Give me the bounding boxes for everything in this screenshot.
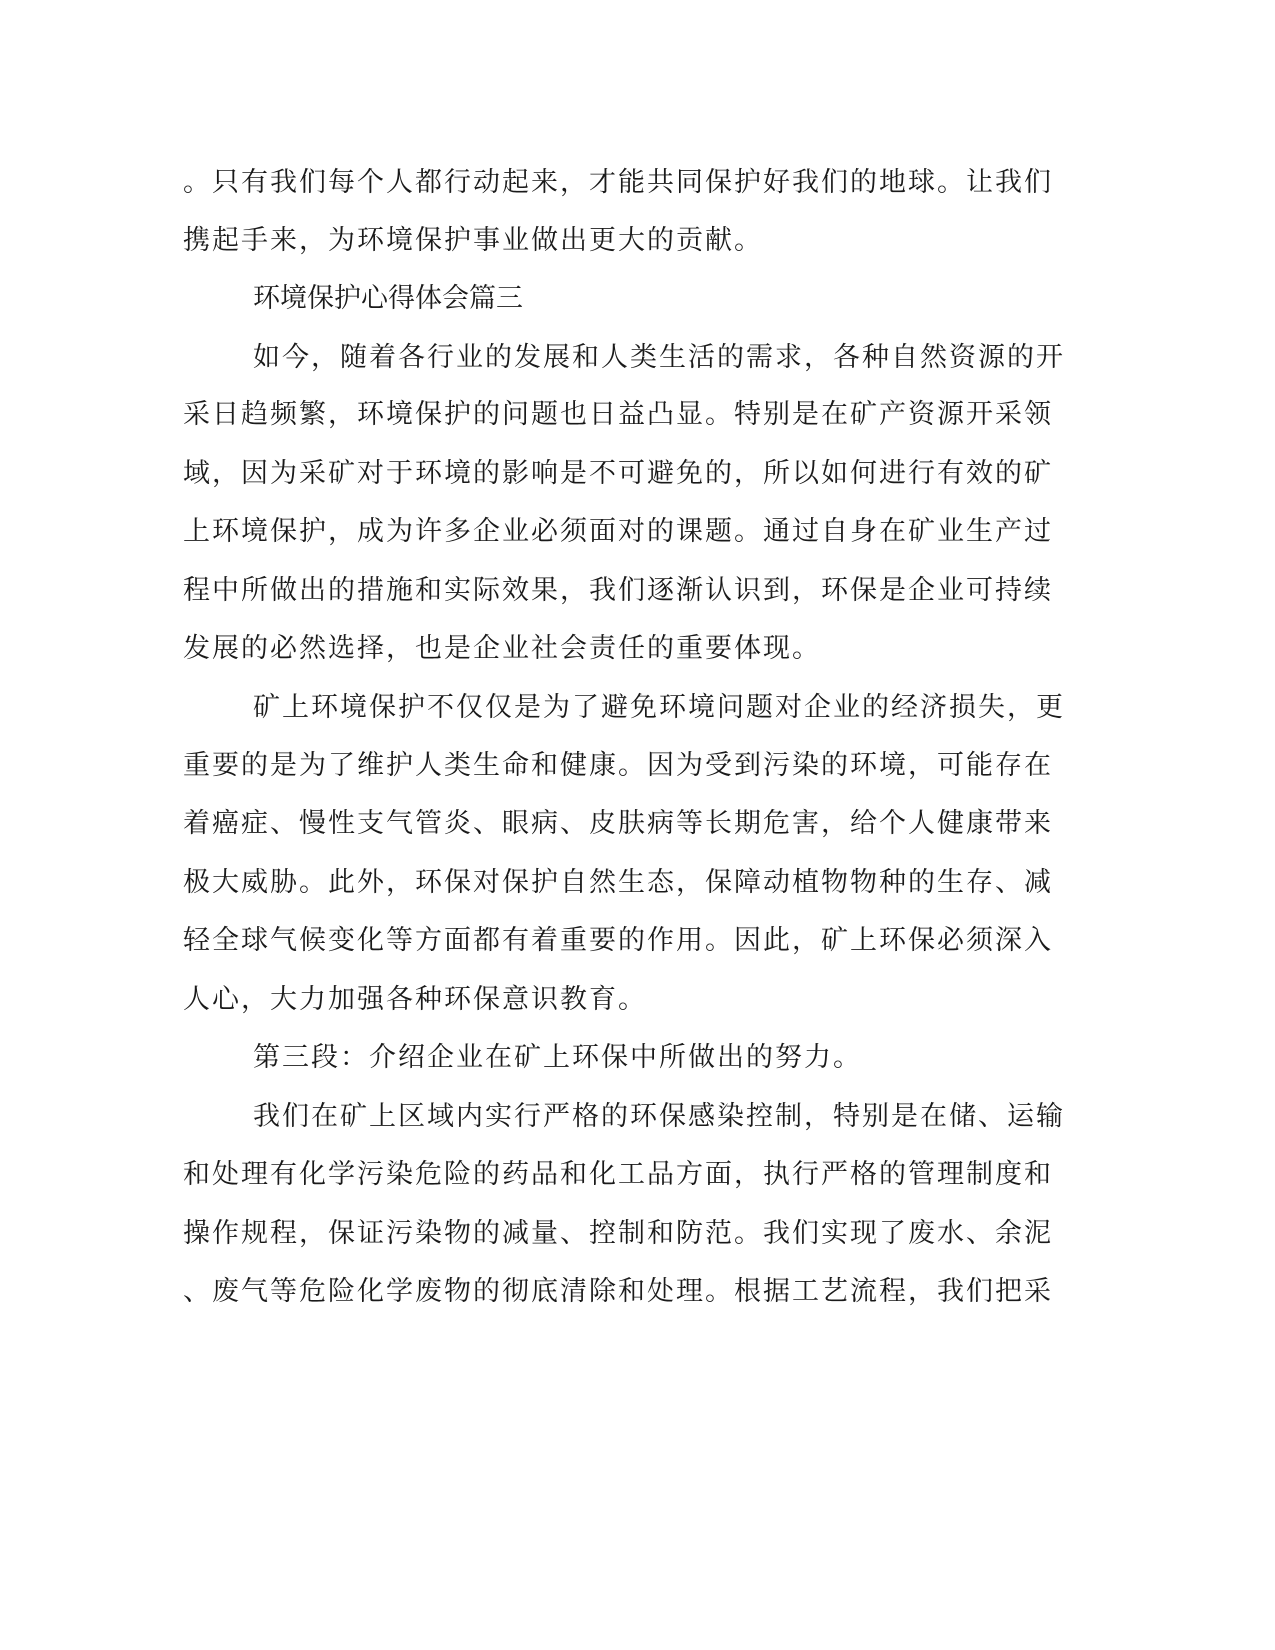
text-line-9: 发展的必然选择，也是企业社会责任的重要体现。 (183, 633, 821, 664)
section-heading: 环境保护心得体会篇三 (253, 283, 523, 314)
text-line-12: 着癌症、慢性支气管炎、眼病、皮肤病等长期危害，给个人健康带来 (183, 808, 1053, 839)
text-line-18: 和处理有化学污染危险的药品和化工品方面，执行严格的管理制度和 (183, 1159, 1053, 1190)
text-line-15: 人心，大力加强各种环保意识教育。 (183, 984, 647, 1015)
text-line-17: 我们在矿上区域内实行严格的环保感染控制，特别是在储、运输 (253, 1101, 1065, 1132)
text-line-19: 操作规程，保证污染物的减量、控制和防范。我们实现了废水、余泥 (183, 1218, 1053, 1249)
text-line-14: 轻全球气候变化等方面都有着重要的作用。因此，矿上环保必须深入 (183, 925, 1053, 956)
text-line-8: 程中所做出的措施和实际效果，我们逐渐认识到，环保是企业可持续 (183, 575, 1053, 606)
text-line-16: 第三段：介绍企业在矿上环保中所做出的努力。 (253, 1042, 862, 1073)
text-line-10: 矿上环境保护不仅仅是为了避免环境问题对企业的经济损失，更 (253, 692, 1065, 723)
text-line-11: 重要的是为了维护人类生命和健康。因为受到污染的环境，可能存在 (183, 750, 1053, 781)
text-line-2: 携起手来，为环境保护事业做出更大的贡献。 (183, 225, 763, 256)
text-line-7: 上环境保护，成为许多企业必须面对的课题。通过自身在矿业生产过 (183, 516, 1053, 547)
text-line-4: 如今，随着各行业的发展和人类生活的需求，各种自然资源的开 (253, 342, 1065, 373)
text-line-13: 极大威胁。此外，环保对保护自然生态，保障动植物物种的生存、减 (183, 867, 1053, 898)
text-line-20: 、废气等危险化学废物的彻底清除和处理。根据工艺流程，我们把采 (183, 1276, 1053, 1307)
text-line-5: 采日趋频繁，环境保护的问题也日益凸显。特别是在矿产资源开采领 (183, 399, 1053, 430)
text-line-1: 。只有我们每个人都行动起来，才能共同保护好我们的地球。让我们 (183, 167, 1053, 198)
text-line-6: 域，因为采矿对于环境的影响是不可避免的，所以如何进行有效的矿 (183, 458, 1053, 489)
